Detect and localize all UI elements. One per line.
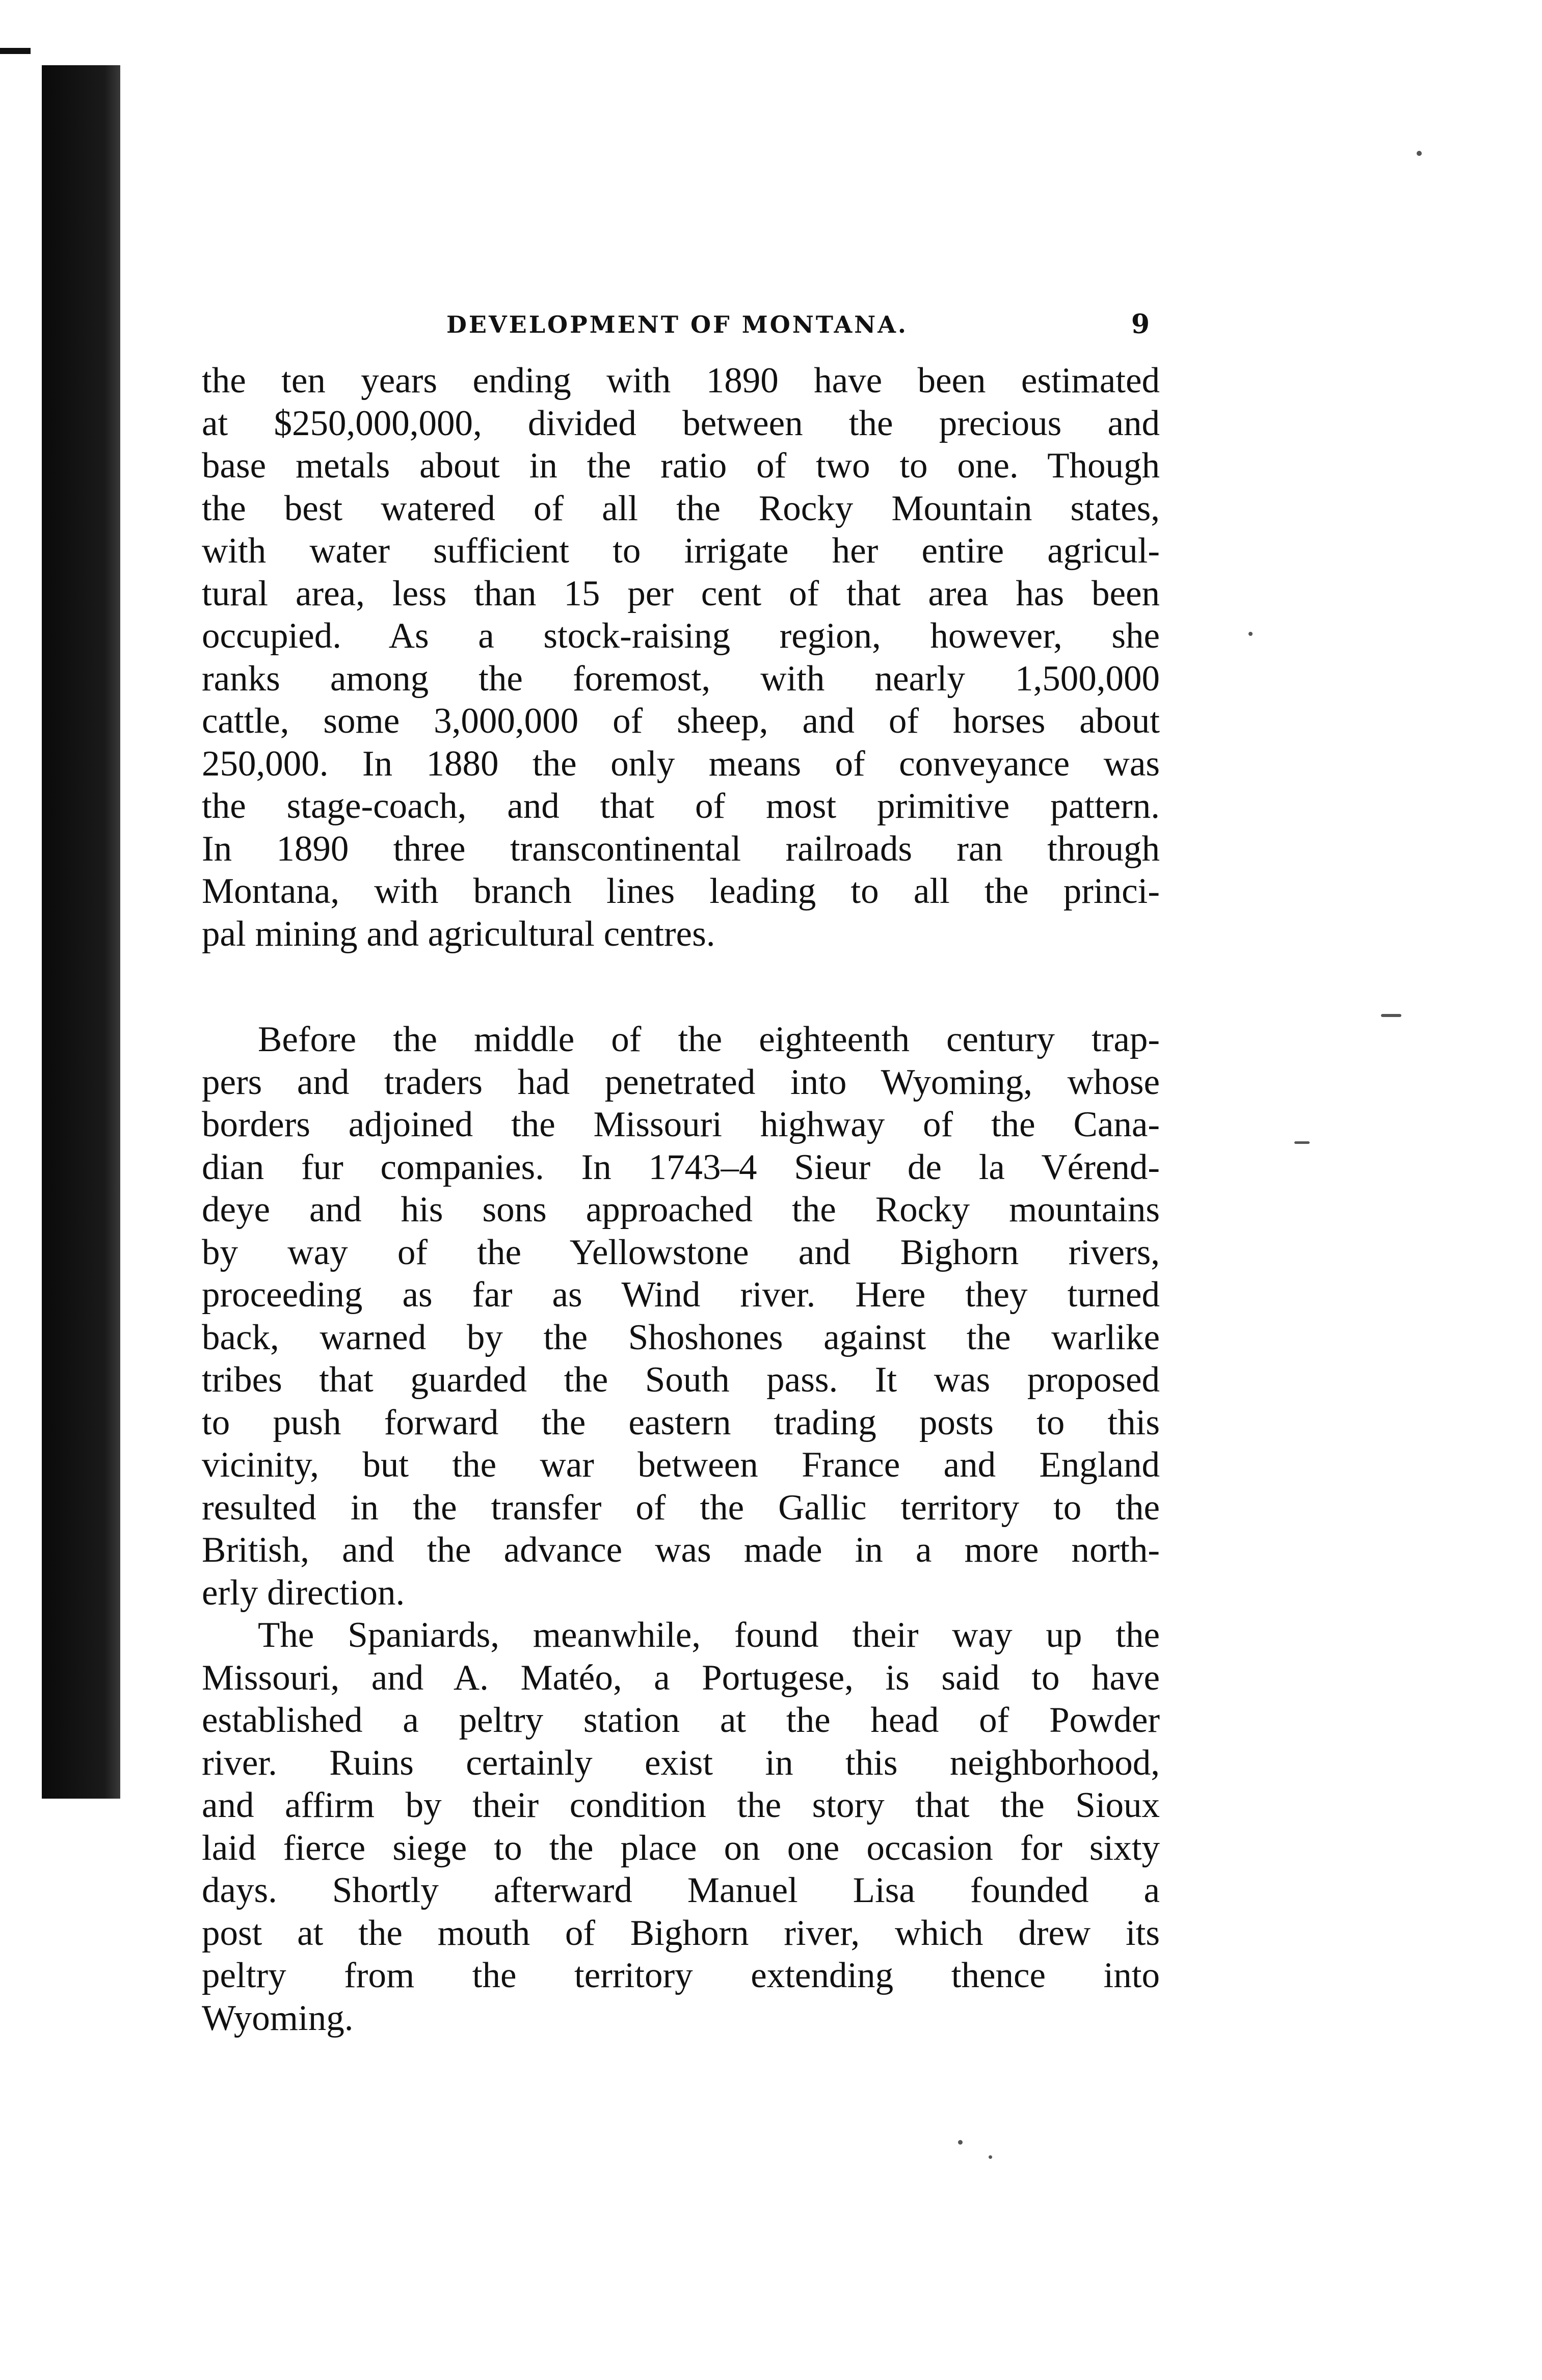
scan-speck [1294, 1141, 1310, 1144]
scan-binding-shadow [42, 65, 120, 1799]
text-line: Wyoming. [202, 1998, 354, 2038]
running-title: DEVELOPMENT OF MONTANA. [446, 311, 908, 338]
text-line: tural area, less than 15 per cent of that area has been [202, 573, 1160, 613]
text-line: proceeding as far as Wind river. Here they turned [202, 1275, 1160, 1315]
running-head [202, 306, 1160, 346]
text-line: Missouri, and A. Matéo, a Portugese, is said to have [202, 1657, 1160, 1698]
text-line: with water sufficient to irrigate her entire agricul- [202, 531, 1160, 571]
scan-speck [1248, 632, 1253, 636]
text-line: the stage-coach, and that of most primitive pattern. [202, 786, 1160, 826]
paragraph-1 [202, 360, 1160, 955]
text-line: to push forward the eastern trading posts to this [202, 1402, 1160, 1442]
text-line: deye and his sons approached the Rocky mountains [202, 1190, 1160, 1229]
scan-speck [989, 2155, 992, 2159]
text-line: pal mining and agricultural centres. [202, 914, 715, 954]
paragraph-gap [202, 955, 1160, 1019]
text-line: dian fur companies. In 1743–4 Sieur de la Vérend- [202, 1147, 1160, 1187]
text-line: occupied. As a stock-raising region, however, she [202, 616, 1160, 656]
text-line: pers and traders had penetrated into Wyoming, whose [202, 1062, 1160, 1102]
scan-speck [958, 2140, 963, 2145]
book-page [202, 306, 1160, 2040]
text-line: days. Shortly afterward Manuel Lisa founded a [202, 1870, 1160, 1910]
text-line: river. Ruins certainly exist in this neighborhood, [202, 1743, 1160, 1783]
scan-speck [1381, 1014, 1401, 1017]
text-line: and affirm by their condition the story that the Sioux [202, 1785, 1160, 1825]
text-line: British, and the advance was made in a more north- [202, 1530, 1160, 1570]
text-line: ranks among the foremost, with nearly 1,500,000 [202, 658, 1160, 699]
text-line: peltry from the territory extending thence into [202, 1956, 1160, 1995]
paragraph-3 [202, 1614, 1160, 2040]
text-line: erly direction. [202, 1572, 405, 1613]
scan-edge-top [0, 48, 31, 54]
text-line: by way of the Yellowstone and Bighorn rivers, [202, 1232, 1160, 1272]
text-line: 250,000. In 1880 the only means of conveyance was [202, 743, 1160, 784]
scan-speck [1417, 151, 1422, 156]
text-line: vicinity, but the war between France and England [202, 1445, 1160, 1485]
text-line: laid fierce siege to the place on one occasion for sixty [202, 1828, 1160, 1868]
text-line: at $250,000,000, divided between the precious and [202, 403, 1160, 443]
text-line: resulted in the transfer of the Gallic territory to the [202, 1487, 1160, 1528]
page-number: 9 [1131, 309, 1150, 340]
text-line: tribes that guarded the South pass. It was proposed [202, 1360, 1160, 1400]
text-line: Before the middle of the eighteenth century trap- [258, 1020, 1160, 1059]
text-line: cattle, some 3,000,000 of sheep, and of horses about [202, 701, 1160, 741]
text-line: The Spaniards, meanwhile, found their way up the [258, 1615, 1160, 1655]
text-line: In 1890 three transcontinental railroads ran through [202, 828, 1160, 869]
text-line: Montana, with branch lines leading to all the princi- [202, 871, 1160, 911]
text-line: base metals about in the ratio of two to one. Though [202, 446, 1160, 486]
text-line: post at the mouth of Bighorn river, which drew its [202, 1913, 1160, 1953]
text-line: established a peltry station at the head of Powder [202, 1700, 1160, 1740]
paragraph-2 [202, 1019, 1160, 1614]
text-line: back, warned by the Shoshones against the warlike [202, 1317, 1160, 1357]
text-line: borders adjoined the Missouri highway of the Cana- [202, 1105, 1160, 1144]
text-line: the best watered of all the Rocky Mountain states, [202, 488, 1160, 528]
text-line: the ten years ending with 1890 have been estimated [202, 361, 1160, 400]
